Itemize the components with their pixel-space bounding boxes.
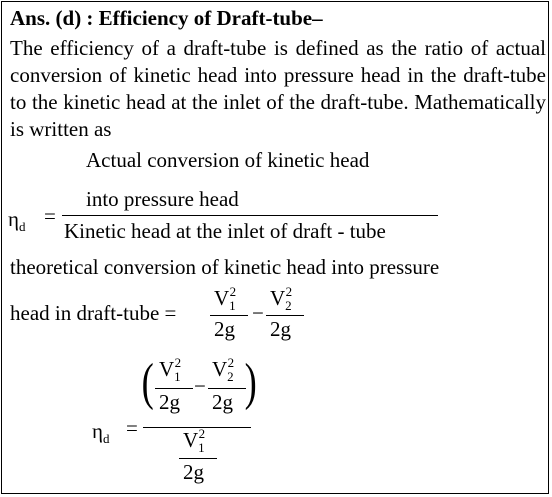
fraction-bar (208, 388, 246, 389)
numerator-line-1: Actual conversion of kinetic head (86, 148, 370, 172)
fraction-bar (62, 215, 438, 216)
right-paren: ) (244, 354, 257, 411)
denominator: Kinetic head at the inlet of draft - tube (64, 219, 386, 243)
answer-heading: Ans. (d) : Efficiency of Draft-tube– (10, 6, 323, 30)
equals-sign: = (126, 416, 138, 440)
v1-squared: $V_1^2$ (183, 426, 206, 455)
intro-paragraph: The efficiency of a draft-tube is defined as the ratio of actual conversion of kinetic head into pressure head in the draft-tube to the kinetic head at the inlet of the draft-tube. Mathematically is written as (10, 36, 546, 141)
minus-sign: − (194, 374, 206, 398)
two-g: 2g (183, 460, 204, 484)
v2-squared: $V_2^2$ (270, 284, 293, 313)
minus-sign: − (252, 301, 264, 325)
fraction-bar (266, 315, 304, 316)
two-g: 2g (212, 390, 233, 414)
two-g: 2g (159, 390, 180, 414)
v1-squared: $V_1^2$ (159, 355, 182, 384)
v1-squared: $V_1^2$ (214, 284, 237, 313)
eta-d-symbol: $\eta_d$ (92, 419, 110, 446)
answer-box (1, 1, 549, 494)
head-in-draft-tube-label: head in draft-tube = (10, 301, 177, 325)
fraction-bar (179, 458, 217, 459)
fraction-bar (210, 315, 248, 316)
theoretical-text: theoretical conversion of kinetic head into pressure (10, 255, 440, 279)
left-paren: ( (141, 354, 154, 411)
two-g: 2g (270, 317, 291, 341)
equals-sign: = (44, 204, 56, 228)
v2-squared: $V_2^2$ (212, 355, 235, 384)
two-g: 2g (214, 317, 235, 341)
numerator-line-2: into pressure head (86, 187, 239, 211)
fraction-bar (155, 388, 193, 389)
eta-d-symbol: $\eta_d$ (8, 207, 26, 234)
